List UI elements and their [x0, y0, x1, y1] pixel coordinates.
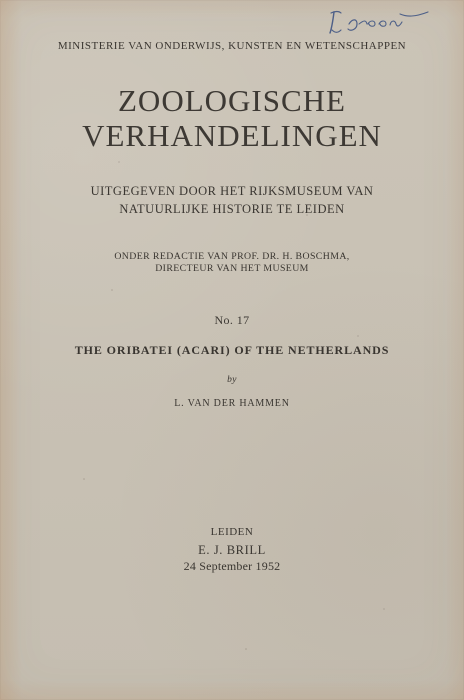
paper-edge-tint-bottom [0, 680, 464, 700]
author-name: L. VAN DER HAMMEN [174, 398, 290, 409]
title-line-2: VERHANDELINGEN [82, 118, 382, 153]
byline-label: by [227, 375, 237, 385]
paper-speck [83, 478, 85, 480]
page-title [0, 83, 464, 153]
publication-date: 24 September 1952 [183, 559, 281, 573]
paper-speck [111, 289, 113, 291]
handwritten-signature [326, 2, 438, 36]
editor-line-2: DIRECTEUR VAN HET MUSEUM [155, 263, 309, 274]
subtitle [0, 182, 464, 218]
paper-speck [357, 335, 359, 337]
editor-note [0, 251, 464, 275]
paper-speck [245, 648, 247, 650]
paper-speck [118, 161, 120, 163]
work-title: THE ORIBATEI (ACARI) OF THE NETHERLANDS [74, 343, 390, 357]
title-line-1: ZOOLOGISCHE [118, 83, 346, 118]
ministry-heading: MINISTERIE VAN ONDERWIJS, KUNSTEN EN WETENSCHAPPEN [57, 40, 407, 52]
subtitle-line-1: UITGEGEVEN DOOR HET RIJKSMUSEUM VAN [90, 184, 374, 198]
paper-speck [383, 608, 385, 610]
publication-city: LEIDEN [210, 526, 254, 538]
editor-line-1: ONDER REDACTIE VAN PROF. DR. H. BOSCHMA, [114, 251, 350, 262]
subtitle-line-2: NATUURLIJKE HISTORIE TE LEIDEN [119, 202, 345, 216]
issue-number: No. 17 [214, 313, 250, 327]
publisher-name: E. J. BRILL [198, 543, 266, 557]
